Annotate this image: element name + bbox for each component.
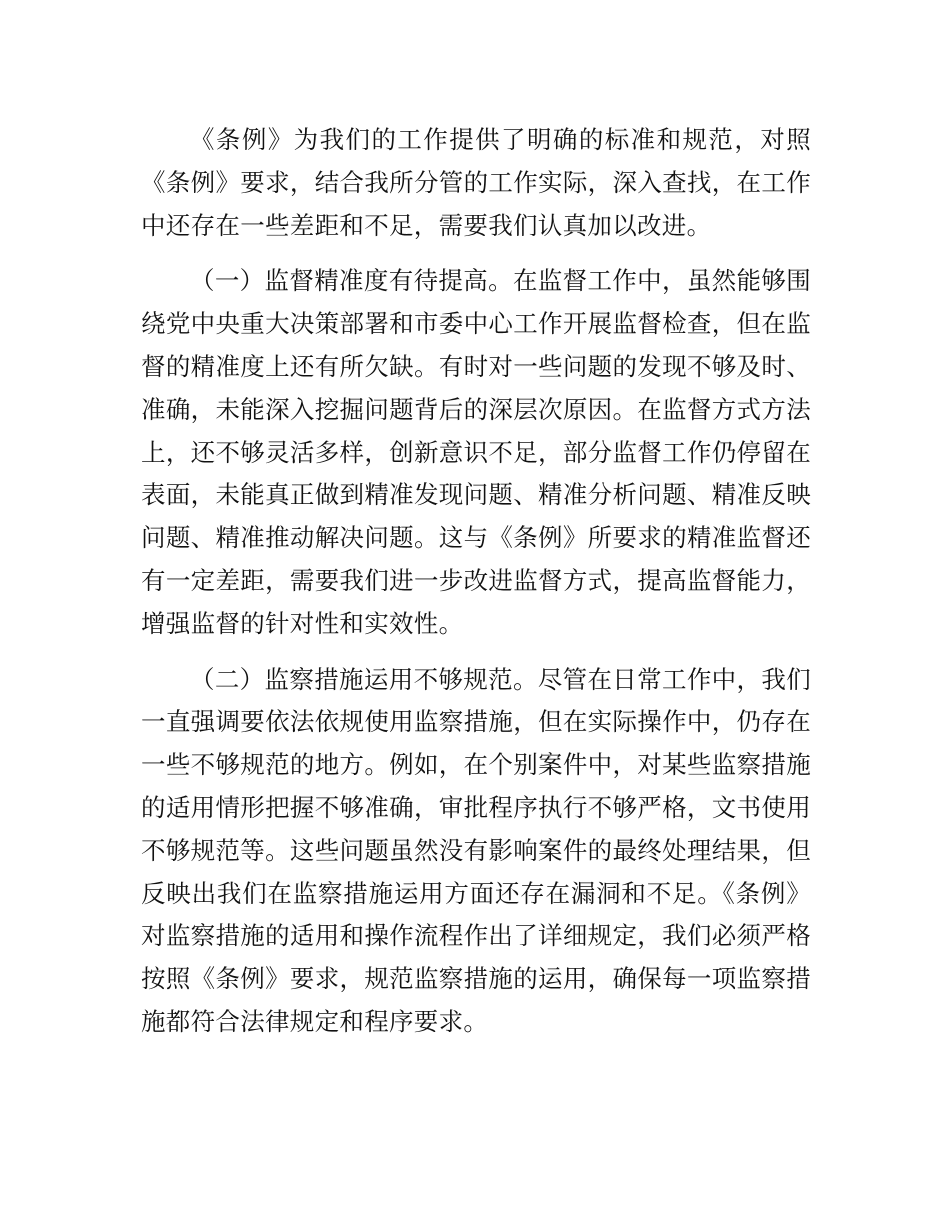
paragraph-section-one: （一）监督精准度有待提高。在监督工作中，虽然能够围绕党中央重大决策部署和市委中心工作开展监督检查，但在监督的精准度上还有所欠缺。有时对一些问题的发现不够及时、准确，未能深入挖掘问题背后的深层次原因。在监督方式方法上，还不够灵活多样，创新意识不足，部分监督工作仍停留在表面，未能真正做到精准发现问题、精准分析问题、精准反映问题、精准推动解决问题。这与《条例》所要求的精准监督还有一定差距，需要我们进一步改进监督方式，提高监督能力，增强监督的针对性和实效性。 [141, 266, 811, 638]
paragraph-section-two: （二）监察措施运用不够规范。尽管在日常工作中，我们一直强调要依法依规使用监察措施，但在实际操作中，仍存在一些不够规范的地方。例如，在个别案件中，对某些监察措施的适用情形把握不够准确，审批程序执行不够严格，文书使用不够规范等。这些问题虽然没有影响案件的最终处理结果，但反映出我们在监察措施运用方面还存在漏洞和不足。《条例》对监察措施的适用和操作流程作出了详细规定，我们必须严格按照《条例》要求，规范监察措施的运用，确保每一项监察措施都符合法律规定和程序要求。 [141, 664, 811, 1036]
document-body [141, 119, 811, 1057]
paragraph-intro: 《条例》为我们的工作提供了明确的标准和规范，对照《条例》要求，结合我所分管的工作实际，深入查找，在工作中还存在一些差距和不足，需要我们认真加以改进。 [141, 125, 811, 240]
